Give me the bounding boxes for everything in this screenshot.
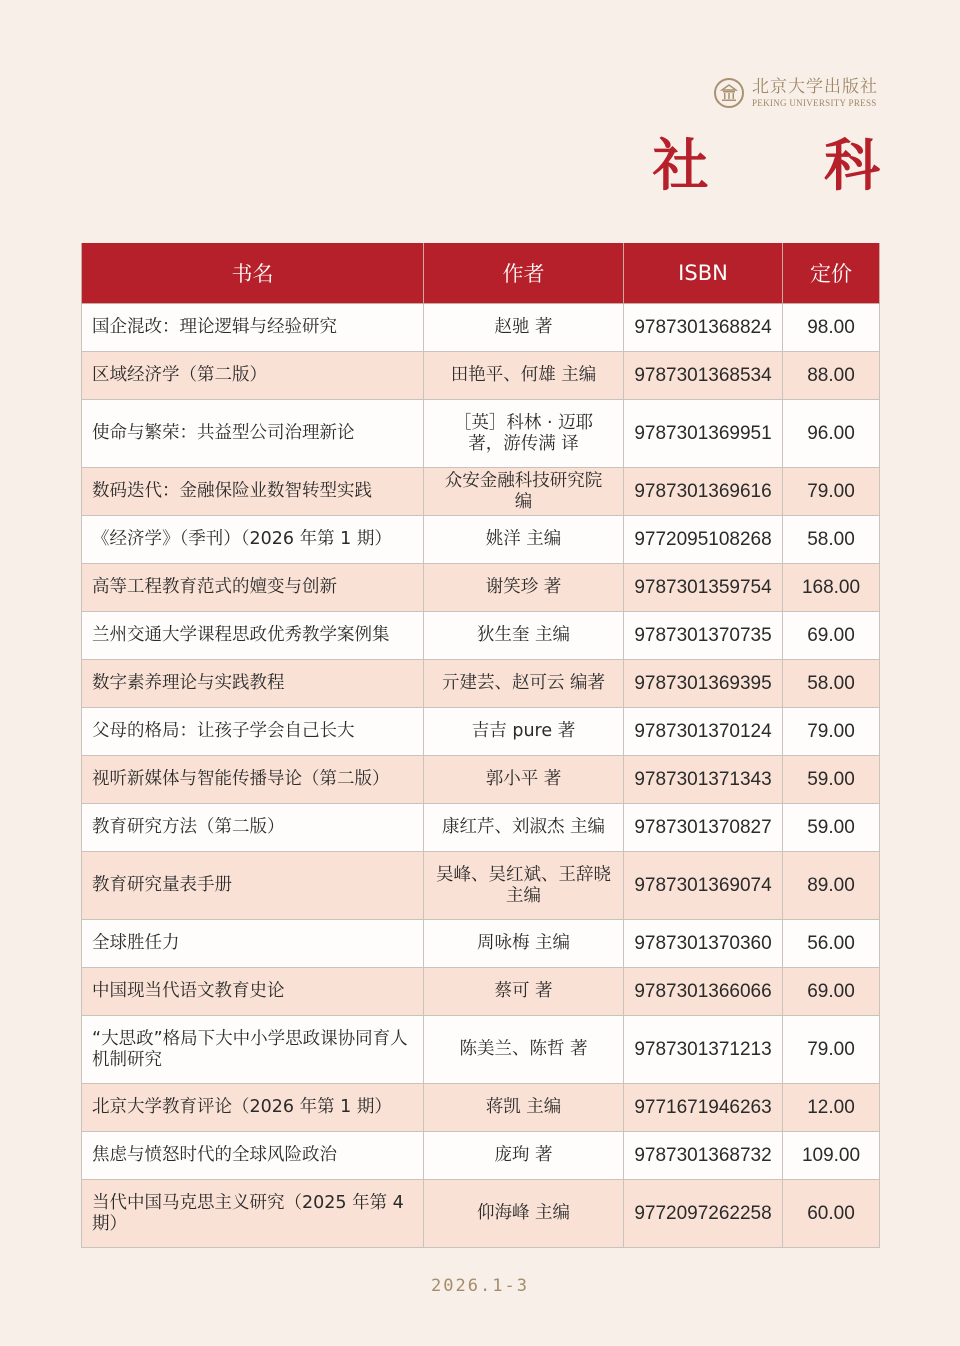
table-row (82, 400, 880, 468)
book-title-cell: 区域经济学（第二版） (82, 352, 424, 400)
table-row (82, 1084, 880, 1132)
book-price-cell: 79.00 (783, 468, 880, 516)
book-author-cell: 郭小平 著 (424, 756, 624, 804)
book-isbn-cell: 9787301371213 (624, 1016, 783, 1084)
table-row (82, 968, 880, 1016)
book-price-cell: 56.00 (783, 920, 880, 968)
table-row (82, 468, 880, 516)
book-author-cell: 众安金融科技研究院 编 (424, 468, 624, 516)
publisher-name-en: PEKING UNIVERSITY PRESS (752, 97, 877, 108)
table-row (82, 1180, 880, 1248)
book-isbn-cell: 9787301370827 (624, 804, 783, 852)
book-title-cell: 兰州交通大学课程思政优秀教学案例集 (82, 612, 424, 660)
book-isbn-cell: 9787301369395 (624, 660, 783, 708)
table-row (82, 352, 880, 400)
book-author-cell: 蔡可 著 (424, 968, 624, 1016)
book-title-cell: 数字素养理论与实践教程 (82, 660, 424, 708)
header-author: 作者 (424, 243, 624, 304)
book-author-cell: 庞珣 著 (424, 1132, 624, 1180)
book-title-cell: 北京大学教育评论（2026 年第 1 期） (82, 1084, 424, 1132)
book-isbn-cell: 9771671946263 (624, 1084, 783, 1132)
book-isbn-cell: 9787301368534 (624, 352, 783, 400)
book-price-cell: 60.00 (783, 1180, 880, 1248)
header-title: 书名 (82, 243, 424, 304)
book-author-cell: 蒋凯 主编 (424, 1084, 624, 1132)
book-isbn-cell: 9772097262258 (624, 1180, 783, 1248)
publisher-name-cn: 北京大学出版社 (752, 76, 878, 97)
book-price-cell: 79.00 (783, 1016, 880, 1084)
book-title-cell: 视听新媒体与智能传播导论（第二版） (82, 756, 424, 804)
book-isbn-cell: 9787301368732 (624, 1132, 783, 1180)
book-price-cell: 109.00 (783, 1132, 880, 1180)
book-price-cell: 79.00 (783, 708, 880, 756)
book-price-cell: 96.00 (783, 400, 880, 468)
book-isbn-cell: 9787301369616 (624, 468, 783, 516)
table-row (82, 660, 880, 708)
book-title-cell: 国企混改：理论逻辑与经验研究 (82, 304, 424, 352)
book-title-cell: 教育研究量表手册 (82, 852, 424, 920)
book-isbn-cell: 9787301370735 (624, 612, 783, 660)
book-author-cell: 亓建芸、赵可云 编著 (424, 660, 624, 708)
book-author-cell: 谢笑珍 著 (424, 564, 624, 612)
table-row (82, 304, 880, 352)
table-row (82, 612, 880, 660)
table-row (82, 1016, 880, 1084)
book-price-cell: 168.00 (783, 564, 880, 612)
book-author-cell: 仰海峰 主编 (424, 1180, 624, 1248)
book-title-cell: 数码迭代：金融保险业数智转型实践 (82, 468, 424, 516)
table-row (82, 516, 880, 564)
header-price: 定价 (783, 243, 880, 304)
book-title-cell: 《经济学》（季刊）（2026 年第 1 期） (82, 516, 424, 564)
book-author-cell: 周咏梅 主编 (424, 920, 624, 968)
book-author-cell: 赵驰 著 (424, 304, 624, 352)
book-title-cell: “大思政”格局下大中小学思政课协同育人机制研究 (82, 1016, 424, 1084)
book-price-cell: 98.00 (783, 304, 880, 352)
book-isbn-cell: 9787301369951 (624, 400, 783, 468)
book-isbn-cell: 9787301371343 (624, 756, 783, 804)
book-author-cell: 吉吉 pure 著 (424, 708, 624, 756)
book-table (81, 243, 880, 1248)
book-author-cell: 田艳平、何雄 主编 (424, 352, 624, 400)
book-title-cell: 焦虑与愤怒时代的全球风险政治 (82, 1132, 424, 1180)
header-isbn: ISBN (624, 243, 783, 304)
section-title: 社 科 (652, 133, 928, 199)
book-title-cell: 高等工程教育范式的嬗变与创新 (82, 564, 424, 612)
book-price-cell: 89.00 (783, 852, 880, 920)
table-row (82, 804, 880, 852)
book-rows (82, 304, 880, 1248)
book-author-cell: 狄生奎 主编 (424, 612, 624, 660)
book-title-cell: 中国现当代语文教育史论 (82, 968, 424, 1016)
book-isbn-cell: 9787301370124 (624, 708, 783, 756)
table-row (82, 564, 880, 612)
table-row (82, 708, 880, 756)
book-price-cell: 69.00 (783, 612, 880, 660)
table-row (82, 852, 880, 920)
book-isbn-cell: 9787301366066 (624, 968, 783, 1016)
book-author-cell: 吴峰、吴红斌、王辞晓 主编 (424, 852, 624, 920)
book-price-cell: 59.00 (783, 804, 880, 852)
book-author-cell: 康红芹、刘淑杰 主编 (424, 804, 624, 852)
book-author-cell: 陈美兰、陈哲 著 (424, 1016, 624, 1084)
table-row (82, 920, 880, 968)
book-author-cell: 姚洋 主编 (424, 516, 624, 564)
table-header-row (82, 243, 880, 304)
page-footer-date: 2026.1-3 (431, 1276, 529, 1296)
book-author-cell: ［英］科林 · 迈耶 著，游传满 译 (424, 400, 624, 468)
book-title-cell: 教育研究方法（第二版） (82, 804, 424, 852)
book-isbn-cell: 9787301359754 (624, 564, 783, 612)
book-price-cell: 88.00 (783, 352, 880, 400)
book-isbn-cell: 9787301368824 (624, 304, 783, 352)
book-price-cell: 59.00 (783, 756, 880, 804)
table-row (82, 756, 880, 804)
book-title-cell: 当代中国马克思主义研究（2025 年第 4 期） (82, 1180, 424, 1248)
book-isbn-cell: 9787301369074 (624, 852, 783, 920)
publisher-logo (714, 78, 878, 108)
book-title-cell: 使命与繁荣：共益型公司治理新论 (82, 400, 424, 468)
table-row (82, 1132, 880, 1180)
book-isbn-cell: 9787301370360 (624, 920, 783, 968)
book-isbn-cell: 9772095108268 (624, 516, 783, 564)
book-title-cell: 全球胜任力 (82, 920, 424, 968)
book-title-cell: 父母的格局：让孩子学会自己长大 (82, 708, 424, 756)
peking-university-seal-icon (714, 78, 744, 108)
book-price-cell: 12.00 (783, 1084, 880, 1132)
book-price-cell: 69.00 (783, 968, 880, 1016)
book-price-cell: 58.00 (783, 516, 880, 564)
book-price-cell: 58.00 (783, 660, 880, 708)
